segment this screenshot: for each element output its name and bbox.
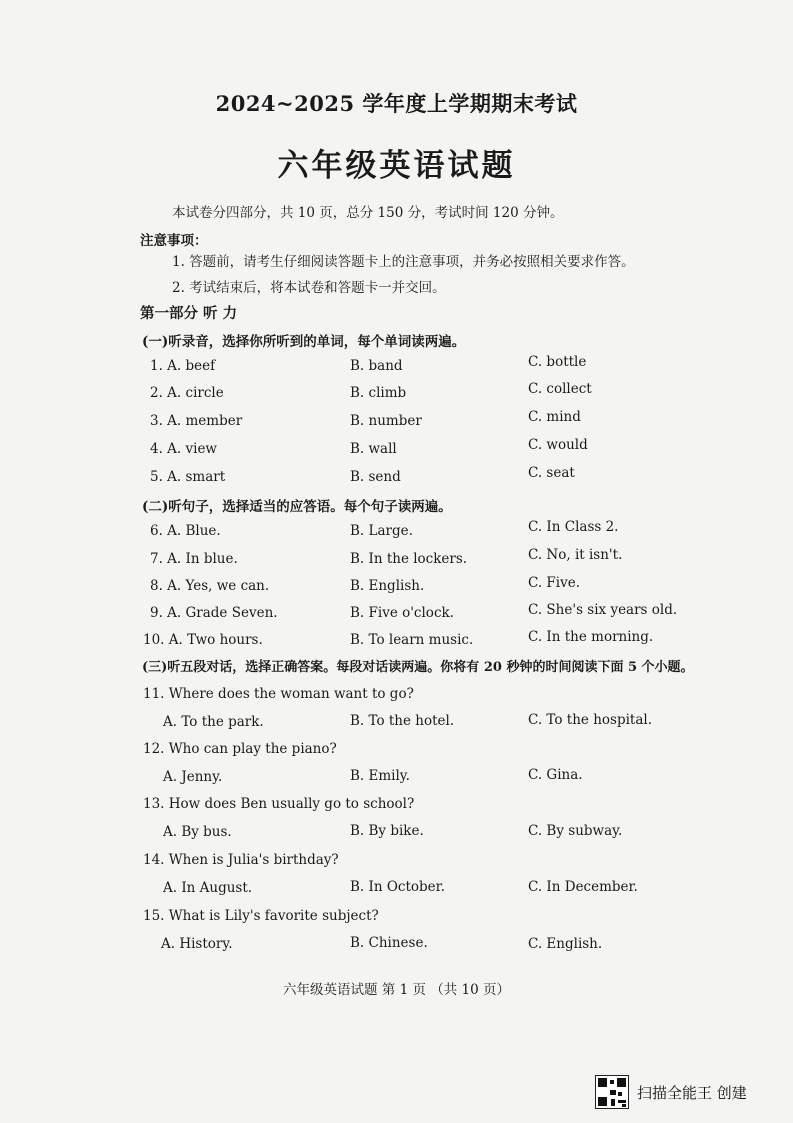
- q7-option-c: C. No, it isn't.: [528, 547, 623, 563]
- watermark-text: 扫描全能王 创建: [637, 1083, 747, 1102]
- q13-stem: 13. How does Ben usually go to school?: [143, 796, 415, 812]
- q13-option-c: C. By subway.: [528, 823, 623, 839]
- q15-stem: 15. What is Lily's favorite subject?: [143, 908, 379, 924]
- q15-option-c: C. English.: [528, 936, 603, 952]
- q4-option-c: C. would: [528, 437, 588, 453]
- q11-option-b: B. To the hotel.: [350, 713, 455, 729]
- notes-heading: 注意事项：: [140, 233, 208, 249]
- q3-option-b: B. number: [350, 413, 422, 429]
- section3-instruction: (三)听五段对话，选择正确答案。每段对话读两遍。你将有 20 秒钟的时间阅读下面 5 个小题。: [142, 660, 694, 675]
- q5-option-a: 5. A. smart: [150, 469, 226, 485]
- q4-option-a: 4. A. view: [150, 441, 217, 457]
- q9-option-a: 9. A. Grade Seven.: [150, 605, 278, 621]
- q14-option-b: B. In October.: [350, 879, 445, 895]
- q8-option-c: C. Five.: [528, 575, 581, 591]
- q2-option-c: C. collect: [528, 381, 592, 397]
- q8-option-a: 8. A. Yes, we can.: [150, 578, 270, 594]
- q12-option-b: B. Emily.: [350, 768, 410, 784]
- section1-instruction: (一)听录音，选择你所听到的单词，每个单词读两遍。: [142, 334, 466, 350]
- q6-option-b: B. Large.: [350, 523, 413, 539]
- exam-title: 2024~2025 学年度上学期期末考试: [215, 91, 578, 116]
- exam-intro: 本试卷分四部分，共 10 页，总分 150 分，考试时间 120 分钟。: [172, 205, 564, 221]
- q3-option-c: C. mind: [528, 409, 581, 425]
- q2-option-b: B. climb: [350, 385, 407, 401]
- part1-heading: 第一部分 听 力: [140, 305, 238, 322]
- q6-option-c: C. In Class 2.: [528, 519, 619, 535]
- q4-option-b: B. wall: [350, 441, 397, 457]
- note-item-1: 1. 答题前，请考生仔细阅读答题卡上的注意事项，并务必按照相关要求作答。: [172, 254, 635, 270]
- scanner-watermark: [595, 1072, 785, 1112]
- q8-option-b: B. English.: [350, 578, 425, 594]
- q11-stem: 11. Where does the woman want to go?: [143, 686, 414, 702]
- q7-option-b: B. In the lockers.: [350, 551, 468, 567]
- q5-option-c: C. seat: [528, 465, 575, 481]
- q6-option-a: 6. A. Blue.: [150, 523, 221, 539]
- subject-title: 六年级英语试题: [277, 148, 516, 184]
- q15-option-b: B. Chinese.: [350, 935, 428, 951]
- q12-option-a: A. Jenny.: [163, 769, 223, 785]
- q9-option-c: C. She's six years old.: [528, 602, 678, 618]
- qr-code-icon: [595, 1075, 629, 1109]
- q13-option-b: B. By bike.: [350, 823, 424, 839]
- q7-option-a: 7. A. In blue.: [150, 551, 238, 567]
- q13-option-a: A. By bus.: [163, 824, 232, 840]
- q11-option-c: C. To the hospital.: [528, 712, 652, 728]
- q14-option-c: C. In December.: [528, 879, 638, 895]
- page-footer: 六年级英语试题 第 1 页 （共 10 页）: [282, 982, 510, 998]
- q1-option-a: 1. A. beef: [150, 358, 216, 374]
- q14-option-a: A. In August.: [163, 880, 253, 896]
- q5-option-b: B. send: [350, 469, 401, 485]
- q12-stem: 12. Who can play the piano?: [143, 741, 337, 757]
- q10-option-a: 10. A. Two hours.: [143, 632, 263, 648]
- q15-option-a: A. History.: [161, 936, 233, 952]
- q1-option-b: B. band: [350, 358, 403, 374]
- q3-option-a: 3. A. member: [150, 413, 243, 429]
- q10-option-b: B. To learn music.: [350, 632, 474, 648]
- q10-option-c: C. In the morning.: [528, 629, 654, 645]
- note-item-2: 2. 考试结束后，将本试卷和答题卡一并交回。: [172, 280, 446, 296]
- section2-instruction: (二)听句子，选择适当的应答语。每个句子读两遍。: [142, 499, 452, 515]
- q14-stem: 14. When is Julia's birthday?: [143, 852, 339, 868]
- q11-option-a: A. To the park.: [163, 714, 264, 730]
- q2-option-a: 2. A. circle: [150, 385, 224, 401]
- q9-option-b: B. Five o'clock.: [350, 605, 454, 621]
- q12-option-c: C. Gina.: [528, 767, 583, 783]
- q1-option-c: C. bottle: [528, 354, 587, 370]
